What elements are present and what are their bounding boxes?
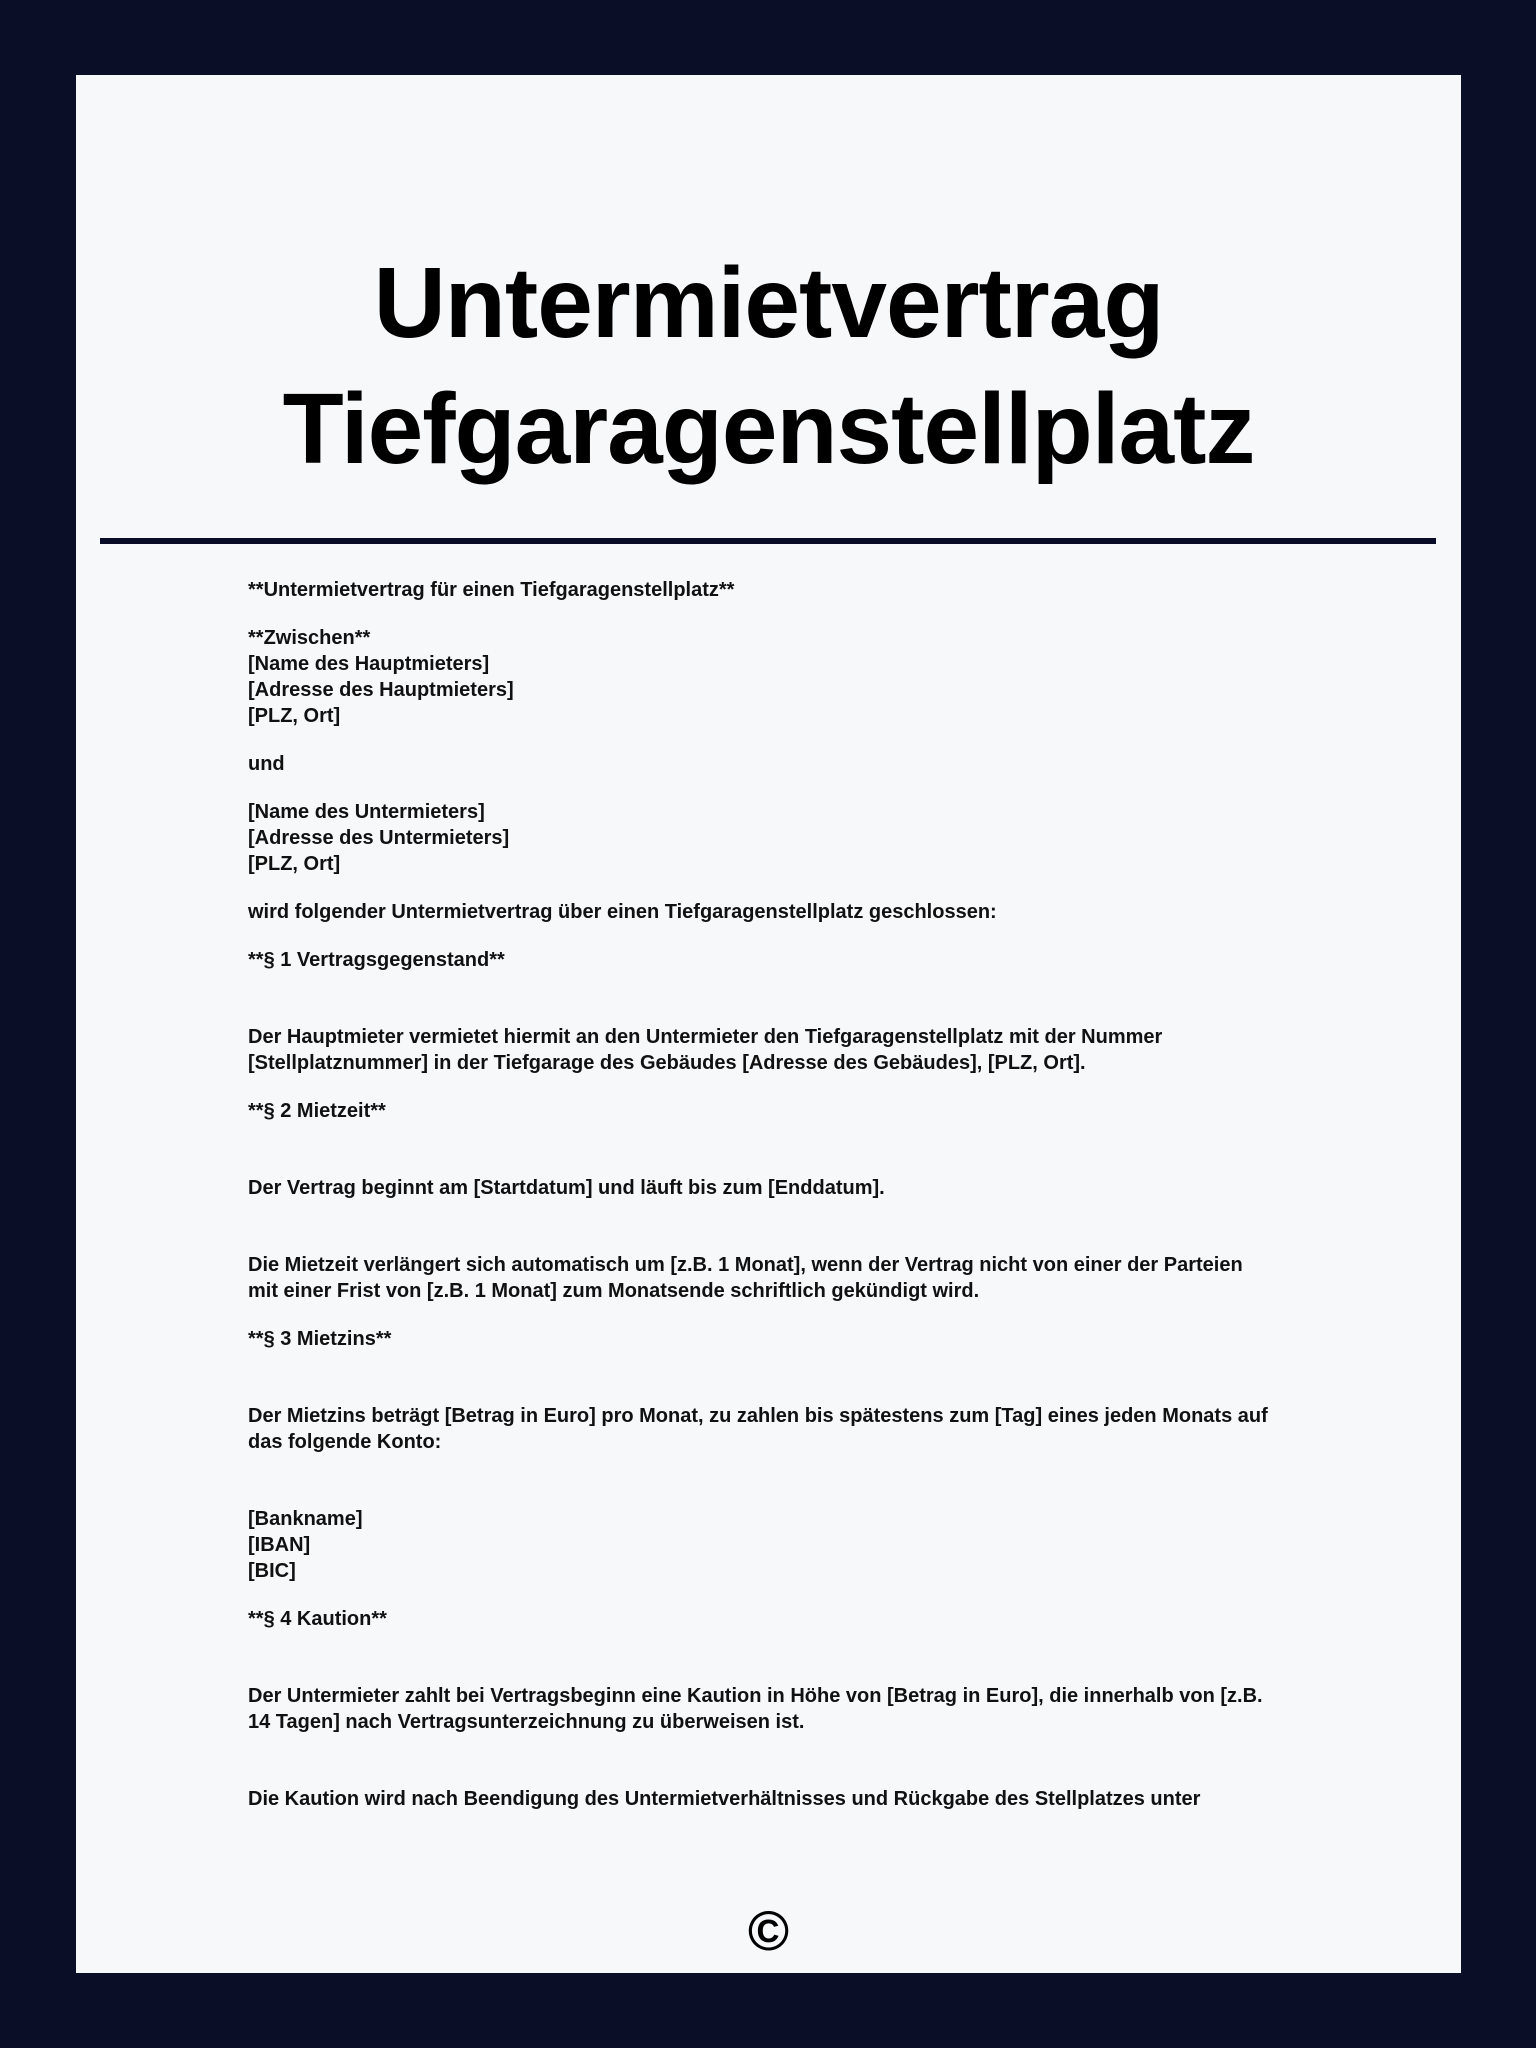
paragraph [248,1326,1461,1352]
text-line: [Name des Untermieters] [248,801,485,823]
document-body [248,577,1461,1812]
paragraph [248,1786,1461,1812]
text-line: [Adresse des Untermieters] [248,827,510,849]
paragraph [248,799,1461,877]
text-line: Die Kaution wird nach Beendigung des Untermietverhältnisses und Rückgabe des Stellplatzes unter [248,1788,1201,1810]
text-line: Die Mietzeit verlängert sich automatisch um [z.B. 1 Monat], wenn der Vertrag nicht von einer der Parteien [248,1254,1243,1276]
paragraph [248,625,1461,729]
document-page [76,75,1461,1973]
text-line: Der Untermieter zahlt bei Vertragsbeginn eine Kaution in Höhe von [Betrag in Euro], die innerhalb von [z.B. [248,1685,1263,1707]
page-title [76,240,1461,492]
paragraph [248,1606,1461,1632]
paragraph [248,1506,1461,1584]
text-line: wird folgender Untermietvertrag über einen Tiefgaragenstellplatz geschlossen: [248,901,997,923]
paragraph [248,899,1461,925]
text-line: [Bankname] [248,1508,363,1530]
text-line: [Name des Hauptmieters] [248,653,490,675]
text-line: [IBAN] [248,1534,311,1556]
text-line: [Adresse des Hauptmieters] [248,679,514,701]
paragraph [248,1683,1461,1735]
text-line: [Stellplatznummer] in der Tiefgarage des Gebäudes [Adresse des Gebäudes], [PLZ, Ort]. [248,1052,1086,1074]
paragraph [248,577,1461,603]
paragraph [248,1252,1461,1304]
text-line: Der Hauptmieter vermietet hiermit an den Untermieter den Tiefgaragenstellplatz mit der Nummer [248,1026,1163,1048]
text-line: [PLZ, Ort] [248,705,341,727]
text-line: **§ 3 Mietzins** [248,1328,392,1350]
title-divider-rule [100,538,1436,544]
text-line: und [248,753,285,775]
title-line-2: Tiefgaragenstellplatz [282,373,1255,485]
text-line: mit einer Frist von [z.B. 1 Monat] zum Monatsende schriftlich gekündigt wird. [248,1280,980,1302]
paragraph [248,1175,1461,1201]
text-line: Der Mietzins beträgt [Betrag in Euro] pro Monat, zu zahlen bis spätestens zum [Tag] eines jeden Monats auf [248,1405,1268,1427]
text-line: das folgende Konto: [248,1431,442,1453]
text-line: **Zwischen** [248,627,371,649]
text-line: 14 Tagen] nach Vertragsunterzeichnung zu überweisen ist. [248,1711,805,1733]
paragraph [248,1098,1461,1124]
paragraph [248,1024,1461,1076]
text-line: **Untermietvertrag für einen Tiefgaragenstellplatz** [248,579,735,601]
copyright-icon: © [747,1899,790,1962]
text-line: **§ 2 Mietzeit** [248,1100,386,1122]
text-line: [PLZ, Ort] [248,853,341,875]
paragraph [248,947,1461,973]
text-line: **§ 4 Kaution** [248,1608,387,1630]
text-line: **§ 1 Vertragsgegenstand** [248,949,505,971]
title-line-1: Untermietvertrag [373,247,1164,359]
paragraph [248,1403,1461,1455]
text-line: Der Vertrag beginnt am [Startdatum] und läuft bis zum [Enddatum]. [248,1177,885,1199]
paragraph [248,751,1461,777]
text-line: [BIC] [248,1560,296,1582]
